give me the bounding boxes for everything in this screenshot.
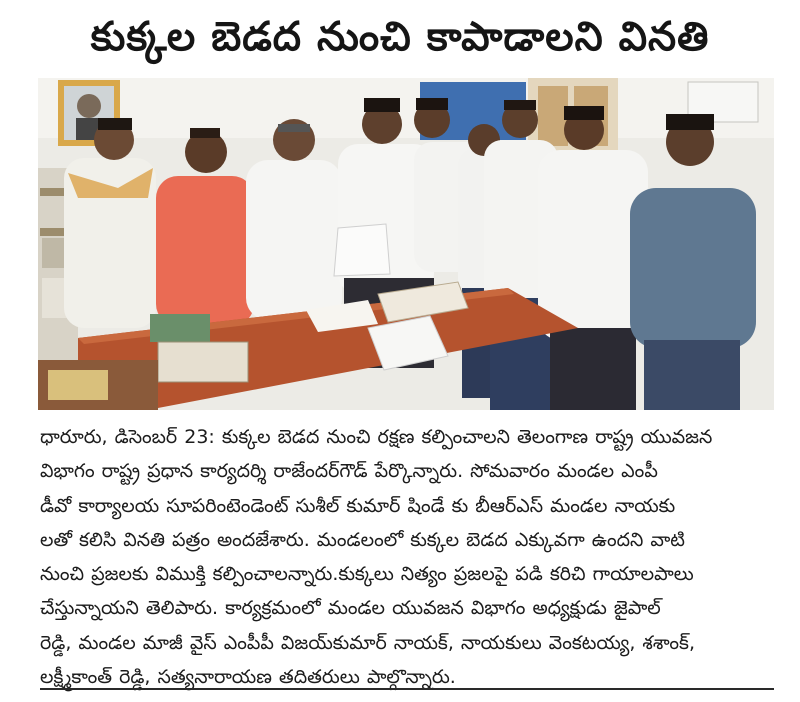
article-line: నుంచి ప్రజలకు విముక్తి కల్పించాలన్నారు.కుక్కలు నిత్యం ప్రజలపై పడి కరిచి గాయాలపాలు	[40, 563, 694, 586]
article-line: రెడ్డి, మండల మాజీ వైస్ ఎంపీపీ విజయ్‌కుమార్ నాయక్, నాయకులు వెంకటయ్య, శశాంక్,	[40, 631, 696, 654]
article-line: చేస్తున్నాయని తెలిపారు. కార్యక్రమంలో మండల యువజన విభాగం అధ్యక్షుడు జైపాల్	[40, 597, 661, 620]
article-line: డీవో కార్యాలయ సూపరింటెండెంట్ సుశీల్ కుమార్ షిండే కు బీఆర్ఎస్ మండల నాయకు	[40, 494, 676, 517]
article-line: లతో కలిసి వినతి పత్రం అందజేశారు. మండలంలో కుక్కల బెడద ఎక్కువగా ఉందని వాటి	[40, 528, 685, 551]
article-body	[40, 420, 776, 694]
article-line: విభాగం రాష్ట్ర ప్రధాన కార్యదర్శి రాజేందర్‌గౌడ్ పేర్కొన్నారు. సోమవారం మండల ఎంపీ	[40, 460, 658, 483]
bottom-rule	[40, 688, 774, 690]
article-line: లక్ష్మీకాంత్ రెడ్డి, సత్యనారాయణ తదితరులు పాల్గొన్నారు.	[40, 666, 456, 689]
headline: కుక్కల బెడద నుంచి కాపాడాలని వినతి	[90, 14, 710, 60]
article-line: ధారూరు, డిసెంబర్ 23: కుక్కల బెడద నుంచి రక్షణ కల్పించాలని తెలంగాణ రాష్ట్ర యువజన	[40, 426, 713, 448]
news-photo	[38, 78, 774, 410]
